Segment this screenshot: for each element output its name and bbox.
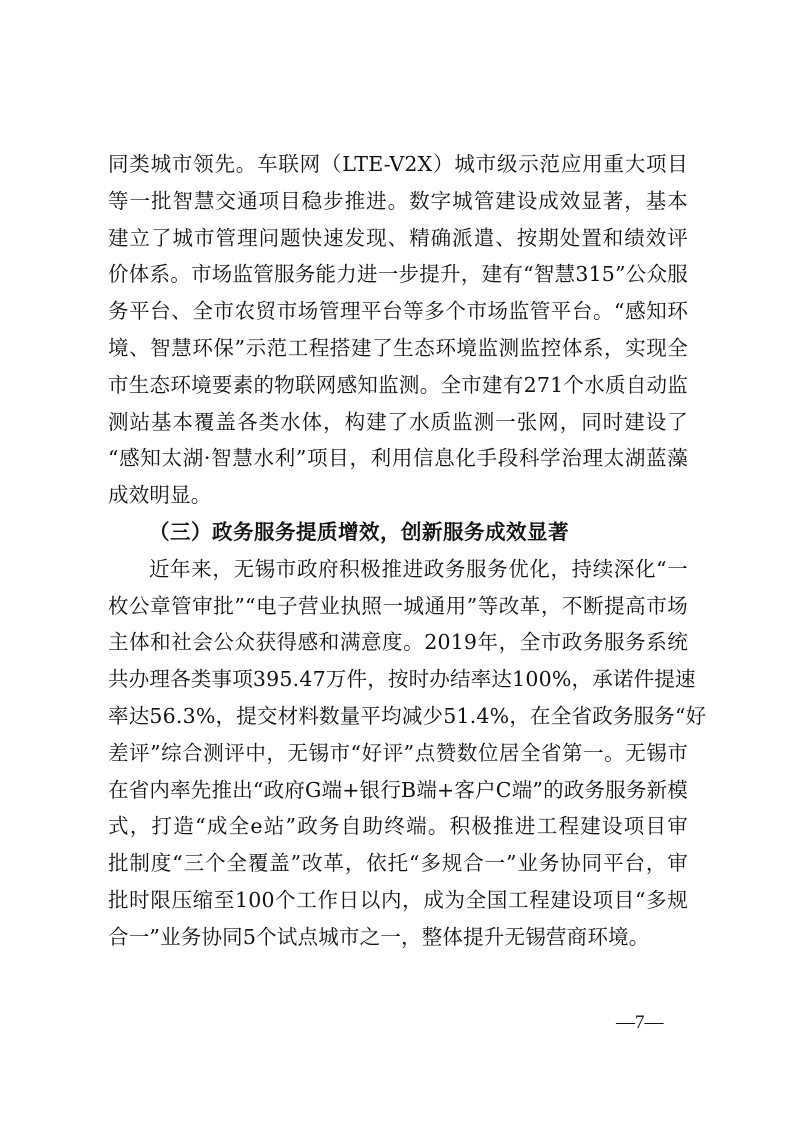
text-line: 同类城市领先。车联网（LTE-V2X）城市级示范应用重大项目: [108, 152, 688, 176]
text-line: 合一”业务协同5个试点城市之一，整体提升无锡营商环境。: [108, 924, 650, 949]
text-line: 市生态环境要素的物联网感知监测。全市建有271个水质自动监: [108, 372, 688, 397]
text-line: 差评”综合测评中，无锡市“好评”点赞数位居全省第一。无锡市: [108, 740, 688, 765]
body-text: [108, 146, 707, 956]
text-line: 境、智慧环保”示范工程搭建了生态环境监测监控体系，实现全: [108, 335, 688, 360]
page-number: —7—: [616, 1012, 664, 1033]
text-line: “感知太湖·智慧水利”项目，利用信息化手段科学治理太湖蓝藻: [108, 446, 688, 471]
text-line: 主体和社会公众获得感和满意度。2019年，全市政务服务系统: [108, 630, 688, 655]
text-line: 率达56.3%，提交材料数量平均减少51.4%，在全省政务服务“好: [108, 703, 707, 728]
section-heading: （三）政务服务提质增效，创新服务成效显著: [149, 519, 569, 544]
paragraph-1: [108, 146, 688, 514]
text-line: 务平台、全市农贸市场管理平台等多个市场监管平台。“感知环: [108, 299, 688, 324]
text-line: 测站基本覆盖各类水体，构建了水质监测一张网，同时建设了: [108, 409, 688, 434]
paragraph-2: [108, 551, 707, 956]
text-line: 式，打造“成全e站”政务自助终端。积极推进工程建设项目审: [108, 814, 688, 839]
text-line: 近年来，无锡市政府积极推进政务服务优化，持续深化“一: [149, 556, 688, 581]
text-line: 价体系。市场监管服务能力进一步提升，建有“智慧315”公众服: [108, 262, 688, 287]
text-line: 成效明显。: [108, 483, 212, 508]
text-line: 等一批智慧交通项目稳步推进。数字城管建设成效显著，基本: [108, 188, 688, 213]
text-line: 批时限压缩至100个工作日以内，成为全国工程建设项目“多规: [108, 887, 688, 912]
text-line: 建立了城市管理问题快速发现、精确派遣、按期处置和绩效评: [108, 225, 688, 250]
text-line: 共办理各类事项395.47万件，按时办结率达100%，承诺件提速: [108, 667, 696, 692]
text-line: 枚公章管审批”“电子营业执照一城通用”等改革，不断提高市场: [108, 593, 688, 618]
text-line: 批制度“三个全覆盖”改革，依托“多规合一”业务协同平台，审: [108, 851, 688, 876]
text-line: 在省内率先推出“政府G端+银行B端+客户C端”的政务服务新模: [108, 777, 688, 802]
